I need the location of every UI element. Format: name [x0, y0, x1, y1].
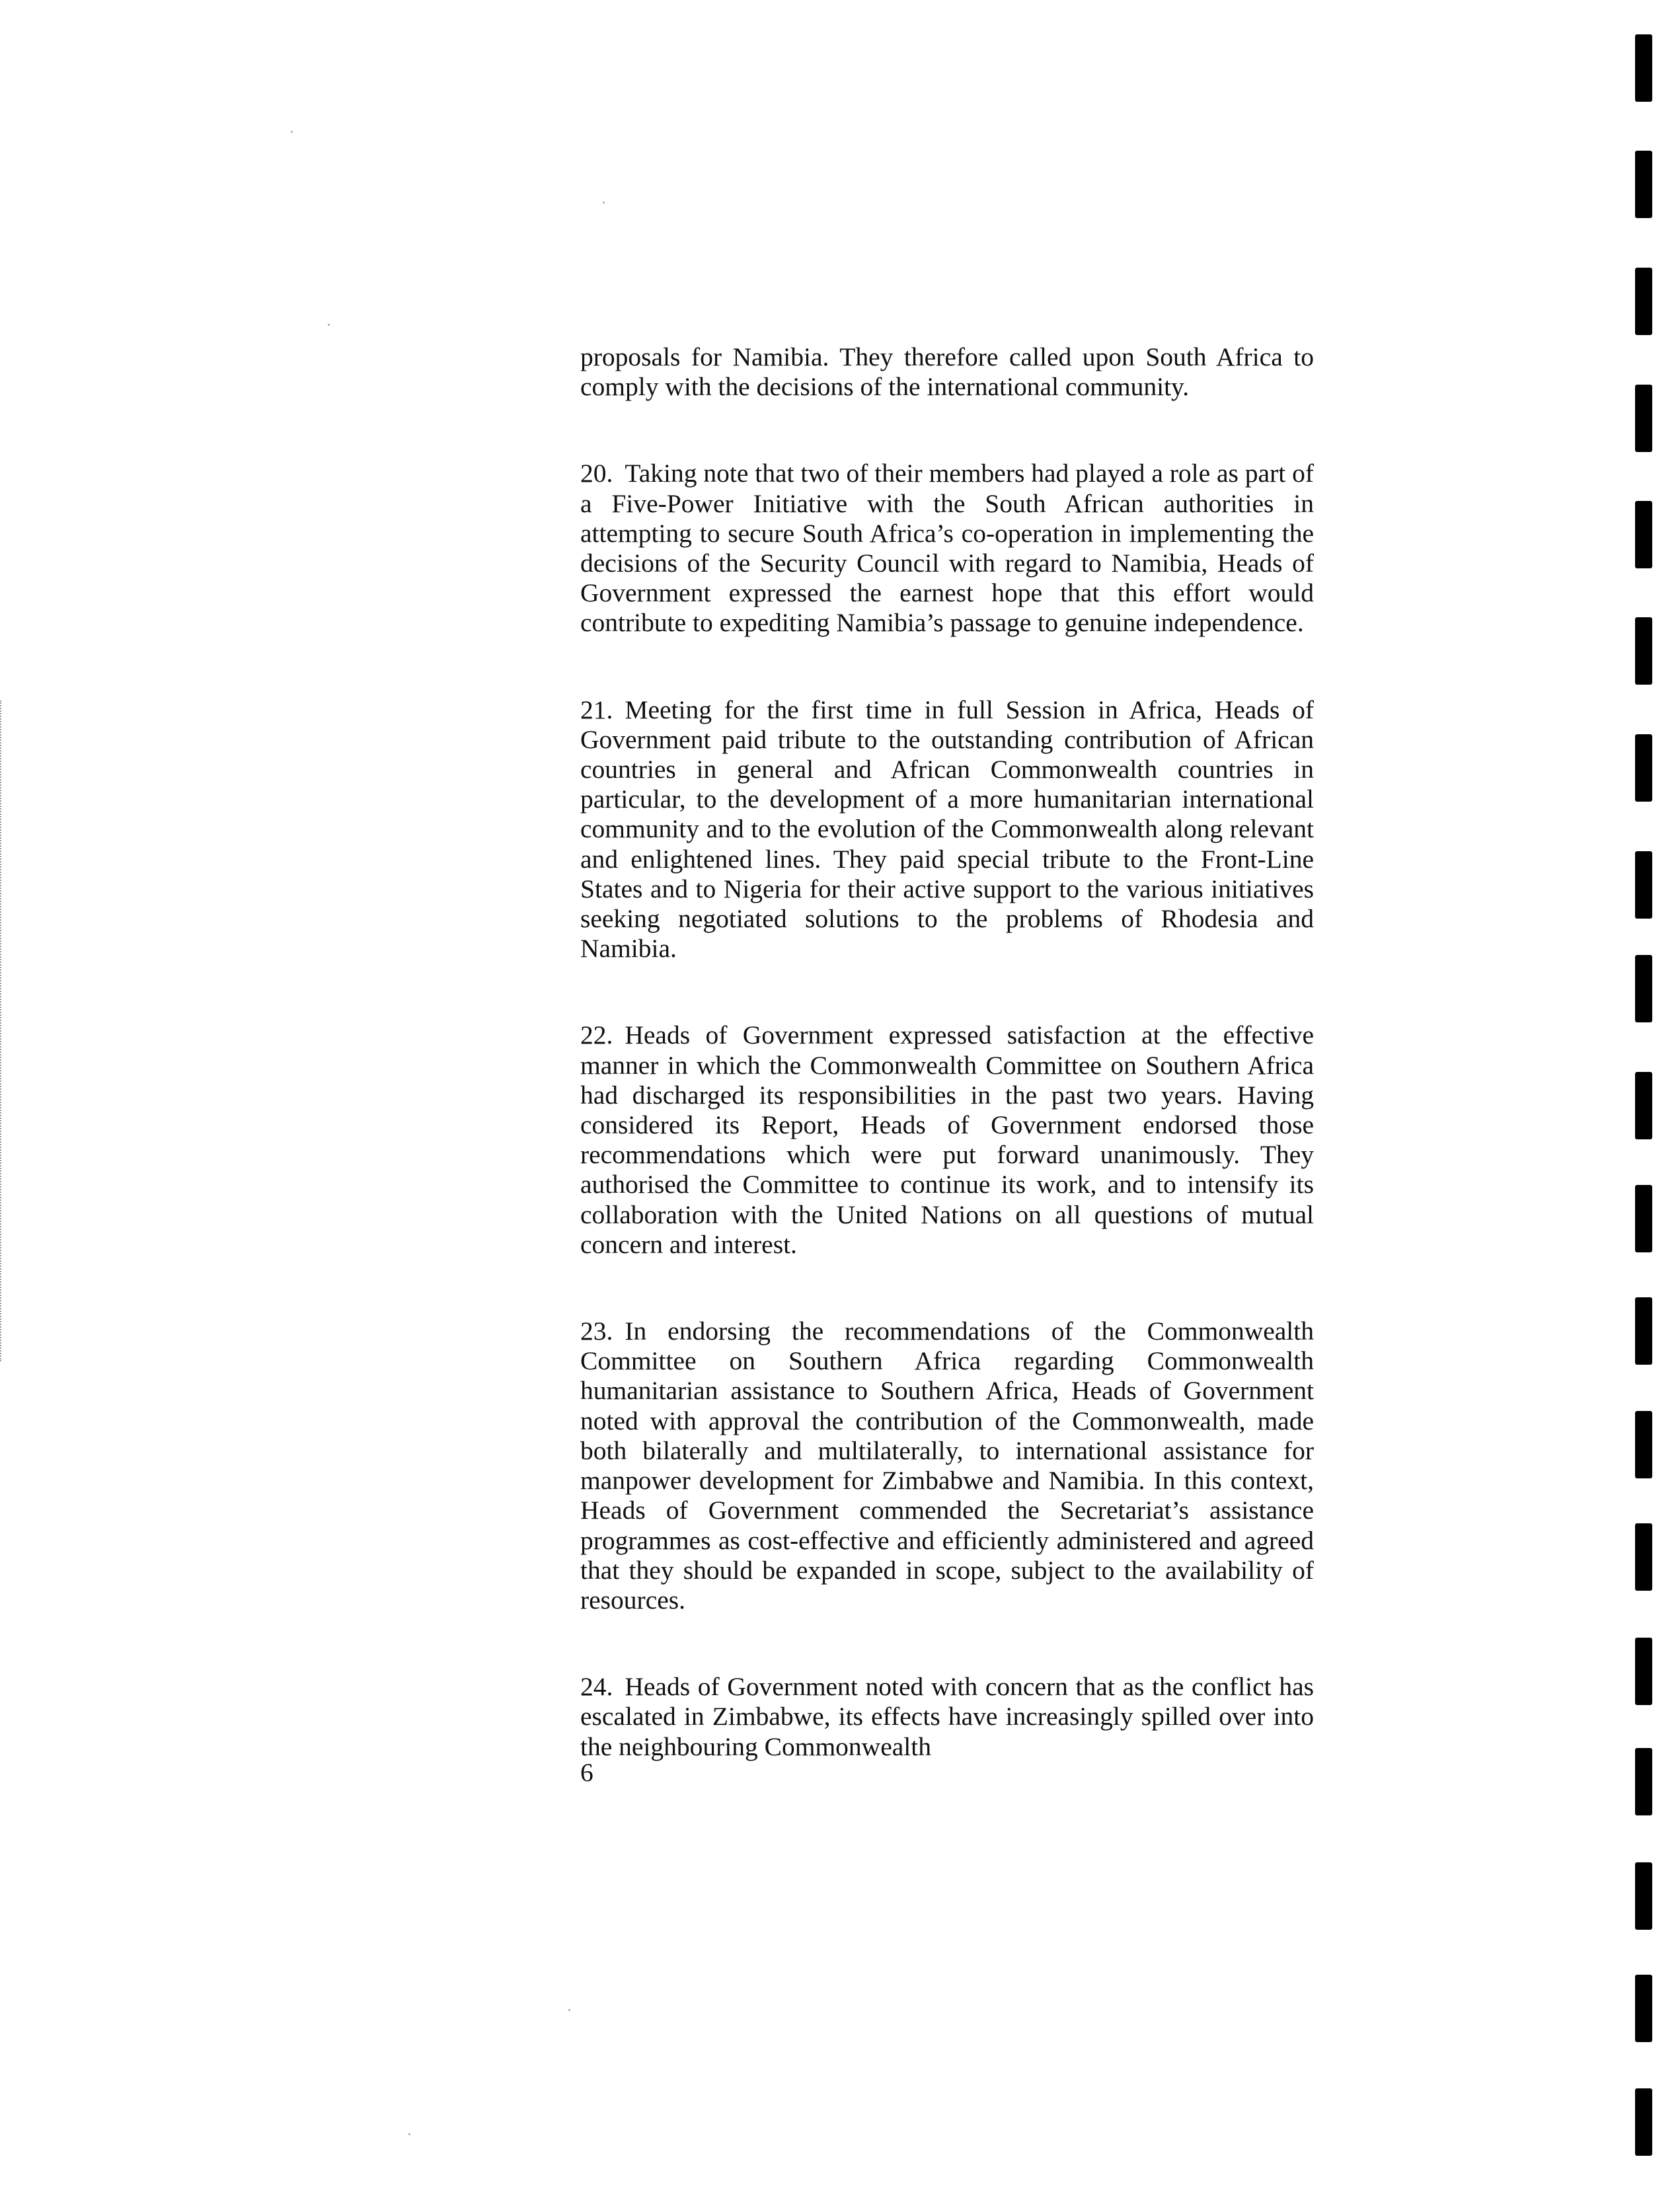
paragraph-text: Taking note that two of their members had played a role as part of a Five-Power Initiative with the South African authorities in attempting to secure South Africa’s co-operation in implementing the decisions of the Security Council with regard to Namibia, Heads of Government expressed the earnest hope that this effort would contribute to expediting Namibia’s passage to genuine independence. [580, 459, 1314, 638]
paragraph-number: 22. [580, 1020, 613, 1050]
binding-mark [1635, 34, 1652, 102]
paragraph-20 [580, 459, 1314, 638]
binding-mark [1635, 2088, 1652, 2156]
binding-mark [1635, 1975, 1652, 2042]
paragraph-number: 24. [580, 1672, 613, 1702]
binding-mark [1635, 617, 1652, 685]
binding-mark [1635, 851, 1652, 919]
scan-speck [291, 131, 293, 133]
binding-mark [1635, 1638, 1652, 1705]
paragraph-text: Heads of Government noted with concern that as the conflict has escalated in Zimbabwe, its effects have increasingly spilled over into the neighbouring Commonwealth [580, 1672, 1314, 1761]
document-body [580, 342, 1314, 1819]
scan-speck [568, 2009, 570, 2011]
scan-left-edge [0, 701, 3, 1361]
binding-mark [1635, 1185, 1652, 1252]
paragraph-number: 21. [580, 695, 613, 724]
binding-mark [1635, 1297, 1652, 1365]
binding-mark [1635, 1411, 1652, 1478]
binding-mark [1635, 151, 1652, 218]
paragraph-text: Heads of Government expressed satisfaction at the effective manner in which the Commonwealth Committee on Southern Africa had discharged its responsibilities in the past two years. Having considered its Report, Heads of Government endorsed those recommendations which were put forward unanimously. They authorised the Committee to continue its work, and to intensify its collaboration with the United Nations on all questions of mutual concern and interest. [580, 1020, 1314, 1259]
binding-mark [1635, 1862, 1652, 1930]
binding-mark [1635, 268, 1652, 335]
paragraph-22 [580, 1020, 1314, 1260]
scan-speck [603, 202, 605, 204]
binding-mark [1635, 1072, 1652, 1139]
binding-mark [1635, 501, 1652, 568]
paragraph-number: 23. [580, 1316, 613, 1346]
binding-mark [1635, 1523, 1652, 1591]
paragraph-21 [580, 695, 1314, 964]
page-number: 6 [580, 1758, 593, 1787]
paragraph-number: 20. [580, 459, 613, 488]
paragraph-text: Meeting for the first time in full Session in Africa, Heads of Government paid tribute to the outstanding contribution of African countries in general and African Commonwealth countries in particular, to the development of a more humanitarian international community and to the evolution of the Commonwealth along relevant and enlightened lines. They paid special tribute to the Front-Line States and to Nigeria for their active support to the various initiatives seeking negotiated solutions to the problems of Rhodesia and Namibia. [580, 695, 1314, 964]
scan-speck [328, 324, 330, 326]
binding-mark [1635, 955, 1652, 1022]
scan-speck [408, 2133, 410, 2135]
paragraph-continued [580, 342, 1314, 402]
binding-mark [1635, 734, 1652, 802]
paragraph-text: In endorsing the recommendations of the Commonwealth Committee on Southern Africa regarding Commonwealth humanitarian assistance to Southern Africa, Heads of Government noted with approval the contribution of the Commonwealth, made both bilaterally and multilaterally, to international assistance for manpower development for Zimbabwe and Namibia. In this context, Heads of Government commended the Secretariat’s assistance programmes as cost-effective and efficiently administered and agreed that they should be expanded in scope, subject to the availability of resources. [580, 1316, 1314, 1615]
paragraph-text: proposals for Namibia. They therefore called upon South Africa to comply with the decisions of the international community. [580, 342, 1314, 402]
binding-mark [1635, 1748, 1652, 1815]
paragraph-24 [580, 1672, 1314, 1762]
binding-mark [1635, 385, 1652, 452]
paragraph-23 [580, 1316, 1314, 1615]
